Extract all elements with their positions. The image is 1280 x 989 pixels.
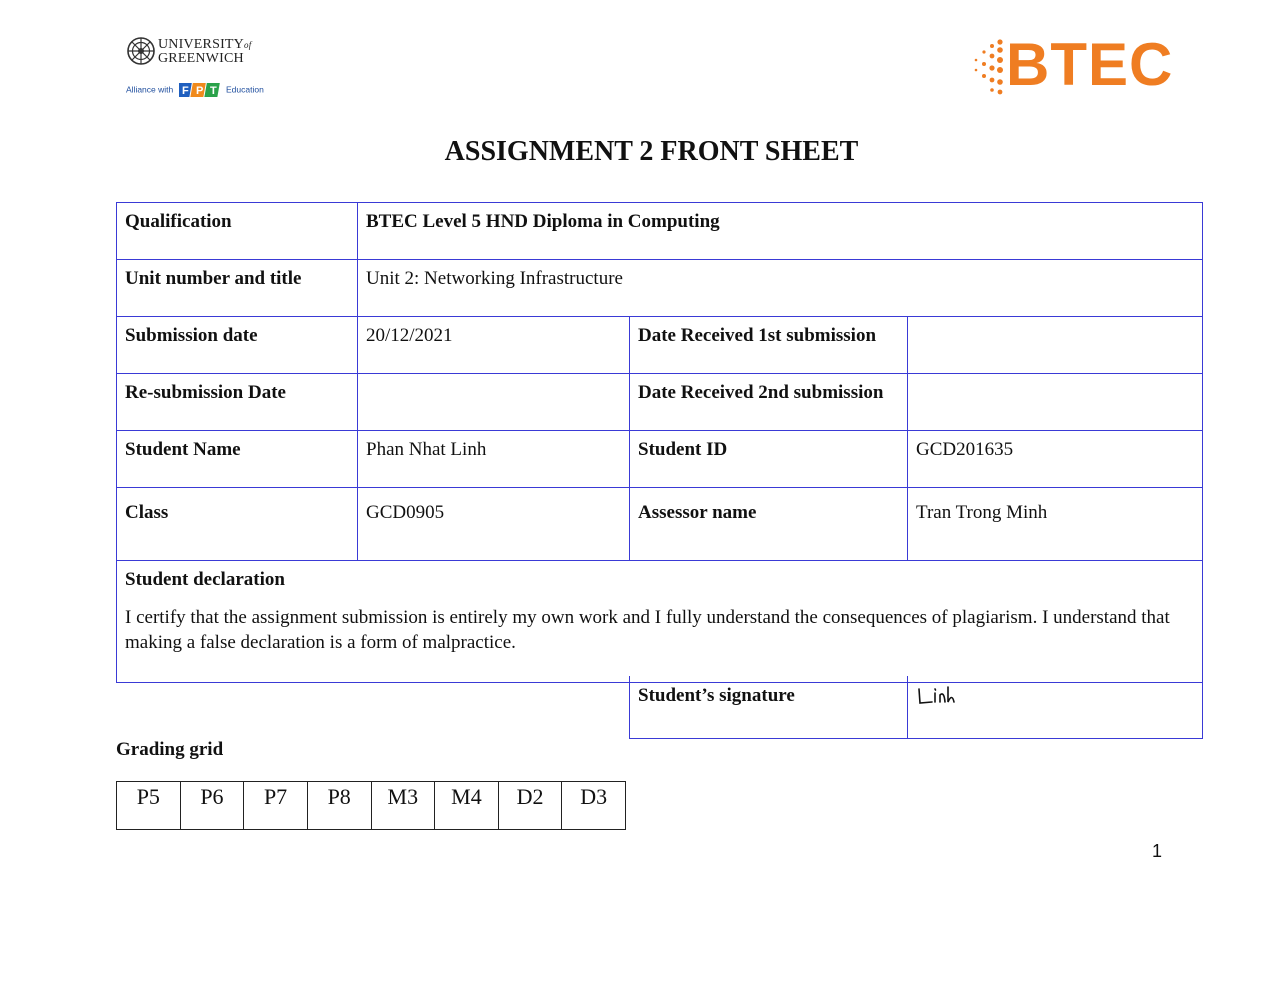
student-id-value: GCD201635 <box>908 431 1203 488</box>
grade-criterion-d3: D3 <box>562 782 626 830</box>
date-received-2-label: Date Received 2nd submission <box>630 374 908 431</box>
grading-grid <box>116 781 626 830</box>
student-row <box>117 431 1203 488</box>
grade-criterion-p5: P5 <box>117 782 181 830</box>
assessor-label: Assessor name <box>630 488 908 561</box>
resubmission-row <box>117 374 1203 431</box>
submission-date-value: 20/12/2021 <box>358 317 630 374</box>
university-logo <box>126 36 266 100</box>
signature-table <box>629 676 1203 739</box>
grade-criterion-d2: D2 <box>498 782 562 830</box>
unit-label: Unit number and title <box>117 260 358 317</box>
fpt-logo-icon <box>179 82 221 98</box>
class-value: GCD0905 <box>358 488 630 561</box>
btec-dots-icon <box>970 36 1010 100</box>
fpt-letter-t: T <box>209 85 217 97</box>
student-name-label: Student Name <box>117 431 358 488</box>
qualification-label: Qualification <box>117 203 358 260</box>
btec-logo <box>970 31 1174 100</box>
university-crest-icon <box>126 36 156 66</box>
page-number: 1 <box>1152 841 1163 861</box>
resubmission-date-value <box>358 374 630 431</box>
unit-value: Unit 2: Networking Infrastructure <box>358 260 1203 317</box>
class-label: Class <box>117 488 358 561</box>
grading-grid-row <box>117 782 626 830</box>
alliance-fpt-line: Alliance with F P T Education <box>126 82 264 98</box>
assessor-value: Tran Trong Minh <box>908 488 1203 561</box>
grading-grid-label: Grading grid <box>116 739 224 760</box>
declaration-text: I certify that the assignment submission is entirely my own work and I fully understand the consequences of plagiarism. I understand that making a false declaration is a form of malpractice. <box>125 607 1170 653</box>
signature-label: Student’s signature <box>630 676 908 739</box>
student-name-value: Phan Nhat Linh <box>358 431 630 488</box>
student-id-label: Student ID <box>630 431 908 488</box>
grade-criterion-p7: P7 <box>244 782 308 830</box>
fpt-letter-p: P <box>195 85 203 97</box>
grade-criterion-m4: M4 <box>435 782 499 830</box>
qualification-row <box>117 203 1203 260</box>
grade-criterion-p6: P6 <box>180 782 244 830</box>
signature-cell <box>908 676 1203 739</box>
qualification-value: BTEC Level 5 HND Diploma in Computing <box>358 203 1203 260</box>
submission-row <box>117 317 1203 374</box>
page-title: ASSIGNMENT 2 FRONT SHEET <box>444 136 859 167</box>
declaration-heading: Student declaration <box>125 569 285 590</box>
grade-criterion-p8: P8 <box>307 782 371 830</box>
date-received-2-value <box>908 374 1203 431</box>
submission-date-label: Submission date <box>117 317 358 374</box>
university-name: UNIVERSITYof GREENWICH <box>158 37 252 66</box>
grade-criterion-m3: M3 <box>371 782 435 830</box>
front-sheet-table <box>116 202 1203 683</box>
declaration-row <box>117 561 1203 683</box>
declaration-cell <box>117 561 1203 683</box>
unit-row <box>117 260 1203 317</box>
date-received-1-label: Date Received 1st submission <box>630 317 908 374</box>
date-received-1-value <box>908 317 1203 374</box>
btec-wordmark: BTEC <box>1006 31 1174 98</box>
class-row <box>117 488 1203 561</box>
handwritten-signature <box>916 685 956 709</box>
signature-row <box>630 676 1203 739</box>
resubmission-date-label: Re-submission Date <box>117 374 358 431</box>
fpt-letter-f: F <box>181 85 189 97</box>
